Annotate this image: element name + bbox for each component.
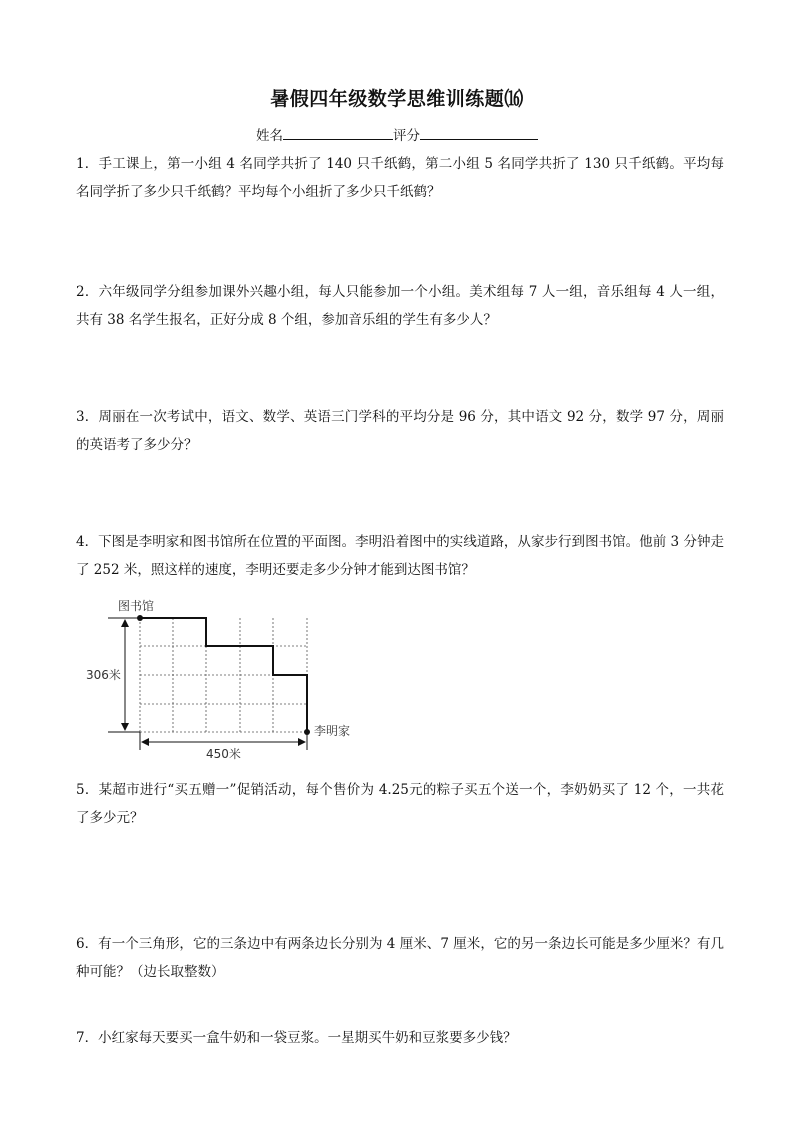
score-blank[interactable] xyxy=(420,126,538,140)
question-1 xyxy=(76,150,724,206)
question-text: 周丽在一次考试中，语文、数学、英语三门学科的平均分是 96 分，其中语文 92 分，数学 97 分，周丽的英语考了多少分？ xyxy=(76,409,725,453)
name-label: 姓名 xyxy=(256,128,283,144)
home-label: 李明家 xyxy=(314,724,351,738)
question-text: 小红家每天要买一盒牛奶和一袋豆浆。一星期买牛奶和豆浆要多少钱？ xyxy=(98,1030,517,1046)
height-label: 306米 xyxy=(86,668,121,682)
question-text: 下图是李明家和图书馆所在位置的平面图。李明沿着图中的实线道路，从家步行到图书馆。他前 3 分钟走了 252 米，照这样的速度，李明还要走多少分钟才能到达图书馆？ xyxy=(76,534,724,578)
question-number: 2． xyxy=(76,284,99,300)
question-4 xyxy=(76,528,724,584)
question-7 xyxy=(76,1024,724,1052)
question-number: 4． xyxy=(76,534,99,550)
route-map-diagram xyxy=(80,594,380,764)
question-number: 7． xyxy=(76,1030,99,1046)
name-score-line xyxy=(0,124,794,144)
page-title: 暑假四年级数学思维训练题⒃ xyxy=(270,88,524,110)
question-text: 手工课上，第一小组 4 名同学共折了 140 只千纸鹤，第二小组 5 名同学共折了 130 只千纸鹤。平均每名同学折了多少只千纸鹤？平均每个小组折了多少只千纸鹤？ xyxy=(76,156,724,200)
arrow-left xyxy=(141,738,149,746)
question-number: 1． xyxy=(76,156,99,172)
arrow-up xyxy=(121,619,129,627)
library-label: 图书馆 xyxy=(118,599,155,613)
width-label: 450米 xyxy=(206,747,241,761)
question-text: 有一个三角形，它的三条边中有两条边长分别为 4 厘米、7 厘米，它的另一条边长可能是多少厘米？有几种可能？（边长取整数） xyxy=(76,936,724,980)
question-5 xyxy=(76,776,724,832)
question-number: 3． xyxy=(76,409,99,425)
arrow-down xyxy=(121,723,129,731)
question-text: 某超市进行“买五赠一”促销活动，每个售价为 4.25元的粽子买五个送一个，李奶奶买了 12 个，一共花了多少元？ xyxy=(76,782,724,826)
arrow-right xyxy=(298,738,306,746)
question-6 xyxy=(76,930,724,986)
name-blank[interactable] xyxy=(283,126,393,140)
question-2 xyxy=(76,278,724,334)
question-number: 6． xyxy=(76,936,99,952)
question-3 xyxy=(76,403,724,459)
question-number: 5． xyxy=(76,782,99,798)
question-text: 六年级同学分组参加课外兴趣小组，每人只能参加一个小组。美术组每 7 人一组，音乐组每 4 人一组，共有 38 名学生报名，正好分成 8 个组，参加音乐组的学生有多少人？ xyxy=(76,284,725,328)
score-label: 评分 xyxy=(393,128,420,144)
